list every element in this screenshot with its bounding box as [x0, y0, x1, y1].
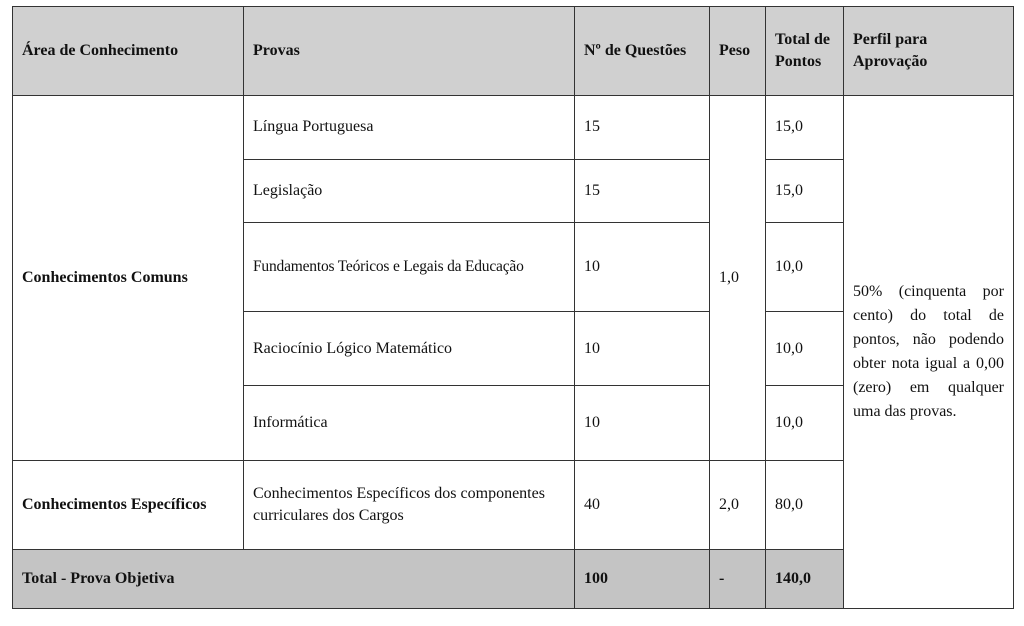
header-area: Área de Conhecimento	[13, 7, 244, 96]
table-row	[13, 95, 1014, 159]
area-especificos: Conhecimentos Específicos	[13, 460, 244, 549]
questoes-cell: 15	[575, 95, 710, 159]
questoes-cell: 15	[575, 160, 710, 223]
area-comuns: Conhecimentos Comuns	[13, 95, 244, 460]
total-label: Total - Prova Objetiva	[13, 549, 575, 608]
header-provas: Provas	[244, 7, 575, 96]
prova-cell: Raciocínio Lógico Matemático	[244, 311, 575, 385]
pontos-cell: 10,0	[766, 223, 844, 312]
prova-cell: Língua Portuguesa	[244, 95, 575, 159]
prova-cell: Fundamentos Teóricos e Legais da Educação	[244, 223, 575, 312]
header-peso: Peso	[710, 7, 766, 96]
perfil-cell	[844, 95, 1014, 608]
total-questoes: 100	[575, 549, 710, 608]
total-pontos: 140,0	[766, 549, 844, 608]
perfil-text: 50% (cinquenta por cento) do total de pontos, não podendo obter nota igual a 0,00 (zero) em qualquer uma das provas.	[853, 282, 1004, 420]
header-questoes: Nº de Questões	[575, 7, 710, 96]
header-total-pontos: Total de Pontos	[766, 7, 844, 96]
pontos-cell: 15,0	[766, 95, 844, 159]
peso-especificos: 2,0	[710, 460, 766, 549]
prova-cell: Conhecimentos Específicos dos componentes curriculares dos Cargos	[244, 460, 575, 549]
header-perfil: Perfil para Aprovação	[844, 7, 1014, 96]
questoes-cell: 40	[575, 460, 710, 549]
total-peso: -	[710, 549, 766, 608]
prova-cell: Legislação	[244, 160, 575, 223]
pontos-cell: 10,0	[766, 386, 844, 460]
peso-comuns: 1,0	[710, 95, 766, 460]
pontos-cell: 15,0	[766, 160, 844, 223]
pontos-cell: 10,0	[766, 311, 844, 385]
questoes-cell: 10	[575, 223, 710, 312]
pontos-cell: 80,0	[766, 460, 844, 549]
exam-structure-table	[12, 6, 1014, 609]
questoes-cell: 10	[575, 386, 710, 460]
prova-cell: Informática	[244, 386, 575, 460]
header-row	[13, 7, 1014, 96]
questoes-cell: 10	[575, 311, 710, 385]
